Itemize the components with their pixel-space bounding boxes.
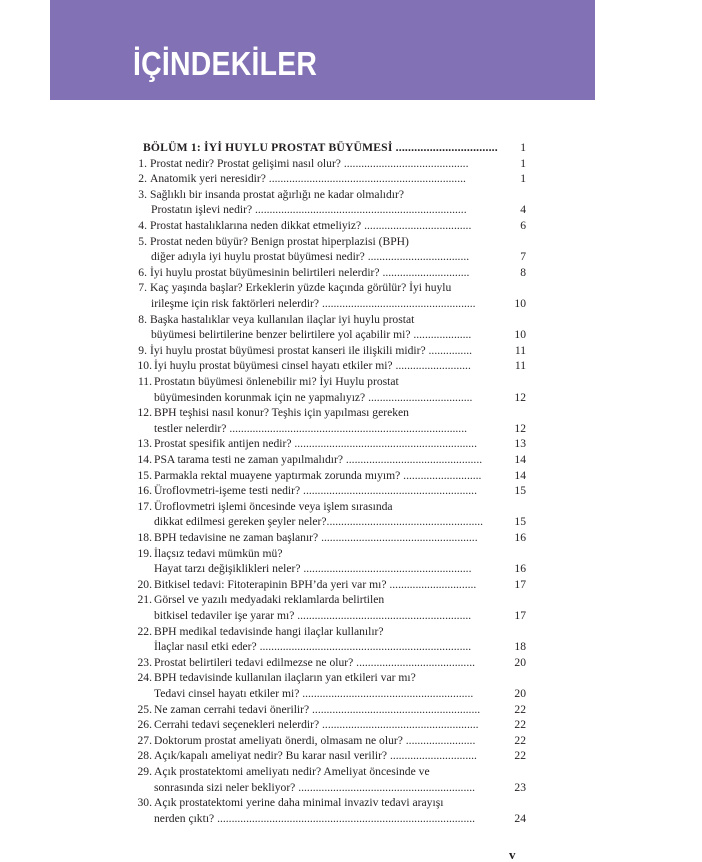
toc-entry-title: Prostat belirtileri tedavi edilmezse ne olur? .........................................	[154, 655, 476, 669]
toc-page-number: 17	[514, 609, 526, 622]
toc-page-number: 15	[514, 515, 526, 529]
toc-entry	[0, 561, 702, 577]
toc-page-number: 22	[514, 733, 526, 747]
toc-entry	[0, 358, 702, 374]
toc-entry-number: 6.	[138, 265, 147, 279]
toc-entry-number: 5.	[138, 234, 147, 248]
toc-entry-title: Sağlıklı bir insanda prostat ağırlığı ne kadar olmalıdır?	[150, 187, 405, 201]
toc-entry	[0, 421, 702, 437]
toc-entry-title: BPH teşhisi nasıl konur? Teşhis için yapılması gereken	[154, 406, 409, 420]
toc-entry	[0, 577, 702, 593]
toc-entry	[0, 514, 702, 530]
toc-page-number: 6	[520, 219, 526, 232]
toc-entry	[0, 499, 702, 515]
toc-entry-title: Parmakla rektal muayene yaptırmak zorunda mıyım? ...........................	[154, 468, 482, 482]
toc-entry	[0, 234, 702, 250]
toc-entry-number: 20.	[137, 577, 152, 591]
toc-entry	[0, 468, 702, 484]
toc-page-number: 24	[514, 811, 526, 825]
toc-page-number: 11	[514, 343, 526, 357]
toc-entry-title: İyi huylu prostat büyümesi prostat kanseri ile ilişkili midir? ...............	[150, 343, 473, 357]
toc-entry	[0, 624, 702, 640]
toc-page-number: 16	[514, 531, 526, 544]
toc-entry-title: Açık prostatektomi yerine daha minimal invaziv tedavi arayışı	[154, 796, 444, 810]
toc-entry	[0, 592, 702, 608]
toc-entry	[0, 390, 702, 406]
toc-page-number: 22	[514, 749, 526, 763]
toc-page-number: 10	[514, 297, 526, 310]
toc-page-number: 14	[514, 468, 526, 482]
toc-page-number: 14	[514, 453, 526, 466]
toc-page-number: 12	[514, 390, 526, 404]
toc-entry-number: 14.	[137, 453, 152, 466]
toc-entry-number: 26.	[137, 718, 152, 732]
toc-entry-number: 12.	[137, 406, 152, 420]
toc-page-number: 16	[514, 562, 526, 576]
toc-entry-title: Prostat hastalıklarına neden dikkat etmeliyiz? .....................................	[150, 219, 472, 232]
toc-entry-number: 28.	[137, 749, 152, 763]
toc-entry-number: 10.	[137, 359, 152, 373]
toc-entry-title: Başka hastalıklar veya kullanılan ilaçlar iyi huylu prostat	[150, 312, 415, 326]
toc-page-number: 8	[520, 265, 526, 279]
toc-entry	[0, 202, 702, 218]
toc-entry-title: Tedavi cinsel hayatı etkiler mi? ...........................................................	[154, 687, 474, 700]
toc-entry	[0, 530, 702, 546]
page-title: İÇİNDEKİLER	[133, 45, 318, 82]
toc-entry	[0, 717, 702, 733]
toc-entry-number: 21.	[137, 593, 152, 607]
toc-entry-number: 24.	[137, 671, 152, 685]
toc-page-number: 23	[514, 780, 526, 794]
toc-entry-title: bitkisel tedaviler işe yarar mı? ............................................................	[154, 609, 472, 622]
toc-entry	[0, 312, 702, 328]
toc-entry	[0, 811, 702, 827]
toc-entry-title: İyi huylu prostat büyümesi cinsel hayatı etkiler mi? ..........................	[154, 359, 471, 373]
toc-entry-number: 11.	[137, 375, 152, 388]
toc-entry-title: büyümesi belirtilerine benzer belirtilere yol açabilir mi? ....................	[151, 328, 472, 342]
toc-entry-title: Cerrahi tedavi seçenekleri nelerdir? ......................................................	[154, 718, 479, 732]
toc-entry-title: Anatomik yeri neresidir? ....................................................................	[150, 172, 466, 186]
toc-entry	[0, 483, 702, 499]
toc-page-number: 10	[514, 328, 526, 342]
toc-entry-number: 2.	[138, 172, 147, 186]
toc-page-number: 7	[520, 250, 526, 264]
toc-entry	[0, 670, 702, 686]
toc-entry	[0, 655, 702, 671]
toc-page-number: 1	[520, 141, 526, 154]
toc-page-number: 20	[514, 655, 526, 669]
toc-entry	[0, 546, 702, 562]
toc-entry-title: Prostatın büyümesi önlenebilir mi? İyi Huylu prostat	[154, 375, 399, 388]
toc-entry	[0, 343, 702, 359]
toc-entry-number: 30.	[137, 796, 152, 810]
toc-page-number: 11	[514, 359, 526, 373]
toc-page-number: 22	[514, 702, 526, 716]
toc-entry-title: Ne zaman cerrahi tedavi önerilir? ..........................................................	[154, 702, 481, 716]
toc-entry-number: 17.	[137, 499, 152, 513]
toc-entry-title: Prostat spesifik antijen nedir? ...............................................................	[154, 437, 477, 451]
toc-entry-number: 18.	[137, 531, 152, 544]
toc-page-number: 22	[514, 718, 526, 732]
toc-entry-title: İyi huylu prostat büyümesinin belirtileri nelerdir? ..............................	[150, 265, 470, 279]
toc-entry-title: Prostatın işlevi nedir? .........................................................................	[151, 203, 467, 217]
toc-page-number: 1	[520, 172, 526, 186]
toc-entry	[0, 733, 702, 749]
toc-entry	[0, 187, 702, 203]
toc-entry-title: Prostat nedir? Prostat gelişimi nasıl olur? ...........................................	[150, 156, 469, 170]
toc-entry-title: Prostat neden büyür? Benign prostat hiperplazisi (BPH)	[150, 234, 409, 248]
toc-entry	[0, 171, 702, 187]
toc-entry-number: 15.	[137, 468, 152, 482]
toc-entry	[0, 608, 702, 624]
toc-entry	[0, 265, 702, 281]
toc-page-number: 20	[514, 687, 526, 700]
toc-section-heading	[0, 140, 702, 156]
toc-page-number: 12	[514, 421, 526, 435]
toc-entry-title: BPH medikal tedavisinde hangi ilaçlar kullanılır?	[154, 624, 384, 638]
toc-entry-title: sonrasında sizi neler bekliyor? .............................................................	[154, 780, 476, 794]
toc-entry-number: 7.	[138, 281, 147, 295]
toc-entry-number: 23.	[137, 655, 152, 669]
toc-entry-number: 4.	[138, 219, 147, 232]
toc-entry-title: BPH tedavisine ne zaman başlanır? ......................................................	[154, 531, 478, 544]
toc-page-number: 13	[514, 437, 526, 451]
toc-entry	[0, 764, 702, 780]
toc-entry-number: 27.	[137, 733, 152, 747]
toc-entry-title: büyümesinden korunmak için ne yapmalıyız? ....................................	[154, 390, 473, 404]
toc-entry-number: 13.	[137, 437, 152, 451]
toc-entry-number: 8.	[138, 312, 147, 326]
toc-entry	[0, 218, 702, 234]
toc-entry	[0, 296, 702, 312]
toc-entry-title: BÖLÜM 1: İYİ HUYLU PROSTAT BÜYÜMESİ .................................	[143, 141, 498, 154]
toc-entry	[0, 686, 702, 702]
toc-page-number: 18	[514, 640, 526, 654]
toc-page-number: 1	[520, 156, 526, 170]
toc-entry	[0, 748, 702, 764]
toc-entry-title: Bitkisel tedavi: Fitoterapinin BPH’da yeri var mı? ..............................	[154, 577, 477, 591]
toc-page-number: 17	[514, 577, 526, 591]
toc-entry-number: 16.	[137, 484, 152, 498]
toc-entry-number: 1.	[138, 156, 147, 170]
toc-entry-title: İlaçlar nasıl etki eder? .........................................................................	[154, 640, 472, 654]
toc-entry-title: diğer adıyla iyi huylu prostat büyümesi nedir? ...................................	[151, 250, 470, 264]
toc-entry	[0, 249, 702, 265]
toc-entry-title: İlaçsız tedavi mümkün mü?	[154, 546, 283, 560]
toc-entry	[0, 436, 702, 452]
toc-entry	[0, 156, 702, 172]
toc-entry-number: 22.	[137, 624, 152, 638]
toc-entry-title: Açık/kapalı ameliyat nedir? Bu karar nasıl verilir? ..............................	[154, 749, 477, 763]
toc-entry-title: Doktorum prostat ameliyatı önerdi, olmasam ne olur? ........................	[154, 733, 476, 747]
toc-entry-number: 29.	[137, 765, 152, 778]
toc-entry	[0, 374, 702, 390]
toc-entry-title: dikkat edilmesi gereken şeyler neler?......................................................	[154, 515, 484, 529]
toc-entry-number: 25.	[137, 702, 152, 716]
toc-entry-title: PSA tarama testi ne zaman yapılmalıdır? ...............................................	[154, 453, 483, 466]
toc-entry	[0, 405, 702, 421]
toc-entry	[0, 280, 702, 296]
toc-entry-title: BPH tedavisinde kullanılan ilaçların yan etkileri var mı?	[154, 671, 416, 685]
toc-entry-title: Kaç yaşında başlar? Erkeklerin yüzde kaçında görülür? İyi huylu	[150, 281, 452, 295]
toc-entry-title: Açık prostatektomi ameliyatı nedir? Ameliyat öncesinde ve	[154, 765, 430, 778]
toc-entry	[0, 327, 702, 343]
toc-entry-title: Üroflovmetri-işeme testi nedir? ............................................................	[154, 484, 477, 498]
toc-entry-number: 3.	[138, 187, 147, 201]
toc-entry-number: 9.	[138, 343, 147, 357]
page-number: v	[509, 847, 516, 862]
toc-entry	[0, 795, 702, 811]
toc-entry-title: testler nelerdir? ..................................................................................	[154, 421, 467, 435]
toc-entry-title: Üroflovmetri işlemi öncesinde veya işlem sırasında	[154, 499, 393, 513]
toc-entry-title: Görsel ve yazılı medyadaki reklamlarda belirtilen	[154, 593, 385, 607]
toc-entry	[0, 780, 702, 796]
toc-page-number: 4	[520, 203, 526, 217]
toc-page-number: 15	[514, 484, 526, 498]
toc-entry	[0, 702, 702, 718]
toc-entry-title: nerden çıktı? .........................................................................................	[154, 811, 476, 825]
toc-entry	[0, 452, 702, 468]
toc-entry-title: irileşme için risk faktörleri nelerdir? .....................................................	[151, 297, 476, 310]
toc-entry	[0, 639, 702, 655]
toc-entry-title: Hayat tarzı değişiklikleri neler? ..........................................................	[154, 562, 472, 576]
toc-entry-number: 19.	[137, 546, 152, 560]
